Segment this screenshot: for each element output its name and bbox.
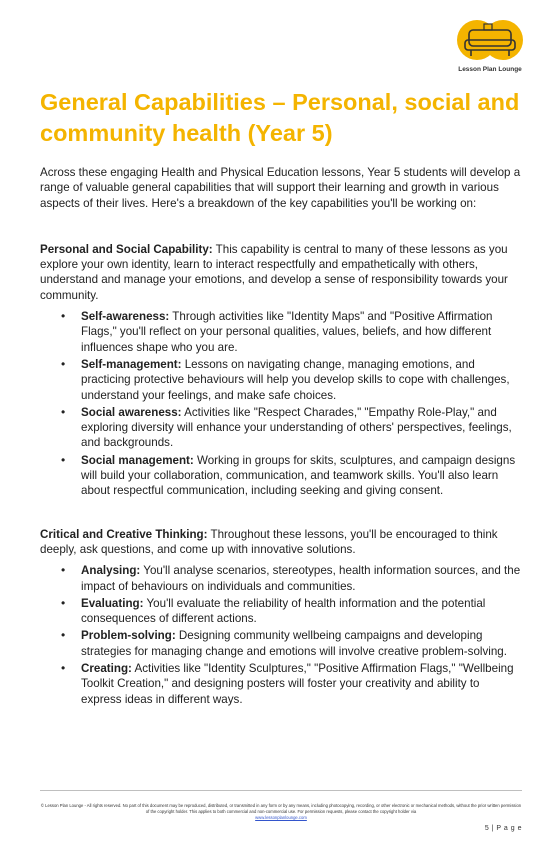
- section-paragraph: [40, 527, 522, 558]
- logo-text: Lesson Plan Lounge: [458, 66, 522, 73]
- section-critical-creative: [40, 527, 522, 707]
- list-item: [81, 357, 522, 403]
- list-item: [81, 405, 522, 451]
- sofa-logo-icon: [455, 16, 525, 66]
- list-item: [81, 628, 522, 659]
- brand-logo: [455, 16, 525, 74]
- copyright-text: © Lesson Plan Lounge - All rights reserved. No part of this document may be reproduced, distributed, or transmitted in any form or by any means, including photocopying, recording, or other electronic or mechanical methods, without the prior written permission of the copyright holder. This applies to both commercial and non-commercial use. For permission requests, please contact the copyright holder via: [40, 803, 522, 814]
- list-item-text: Lessons on navigating change, managing emotions, and practicing protective behaviours will help you develop skills to cope with challenges, understand your feelings, and make safe choices.: [81, 357, 510, 402]
- section-text: Throughout these lessons, you'll be encouraged to think deeply, ask questions, and come up with innovative solutions.: [40, 527, 498, 556]
- list-item-text: You'll evaluate the reliability of health information and the potential consequences of different actions.: [81, 596, 486, 626]
- document-body: [40, 165, 522, 709]
- list-item-term: Problem-solving:: [81, 629, 176, 643]
- section-personal-social: [40, 242, 522, 499]
- list-item: [81, 453, 522, 499]
- list-item: [81, 661, 522, 707]
- list-item-term: Self-management:: [81, 357, 182, 371]
- footer-copyright: [40, 803, 522, 821]
- page-title: General Capabilities – Personal, social and community health (Year 5): [40, 89, 520, 146]
- list-item-term: Self-awareness:: [81, 310, 170, 324]
- list-item-term: Social management:: [81, 453, 194, 467]
- list-item-term: Analysing:: [81, 564, 141, 578]
- list-item-term: Social awareness:: [81, 405, 182, 419]
- bullet-list: [40, 309, 522, 499]
- list-item-text: Activities like "Identity Sculptures," "Positive Affirmation Flags," "Wellbeing Toolkit Creation," and designing posters will foster your creativity and ability to express ideas in different ways.: [81, 662, 514, 706]
- website-link[interactable]: www.lessonplanlounge.com: [255, 815, 307, 820]
- section-heading: Personal and Social Capability:: [40, 242, 213, 256]
- list-item-text: You'll analyse scenarios, stereotypes, health information sources, and the impact of behaviours on individuals and communities.: [81, 564, 521, 593]
- list-item-term: Evaluating:: [81, 596, 144, 610]
- list-item-text: Working in groups for skits, sculptures, and campaign designs will build your collaboration, communication, and teamwork skills. You'll also learn about respectful communication, including seeking and giving consent.: [81, 453, 516, 498]
- page-number: 5 | P a g e: [484, 825, 522, 832]
- intro-paragraph: Across these engaging Health and Physical Education lessons, Year 5 students will develop a range of valuable general capabilities that will support their learning and growth in various aspects of their lives. Here's a breakdown of the key capabilities you'll be working on:: [40, 166, 521, 210]
- list-item: [81, 309, 522, 355]
- section-paragraph: [40, 242, 522, 303]
- footer-divider: [40, 790, 522, 791]
- list-item: [81, 563, 522, 594]
- list-item-text: Designing community wellbeing campaigns and developing strategies for managing change and emotions will involve creative problem-solving.: [81, 629, 507, 658]
- list-item-text: Through activities like "Identity Maps" and "Positive Affirmation Flags," you'll reflect on your personal qualities, values, beliefs, and how different influences shape who you are.: [81, 310, 493, 354]
- list-item-text: Activities like "Respect Charades," "Empathy Role-Play," and exploring diversity will enhance your understanding of others' perspectives, feelings, and backgrounds.: [81, 405, 512, 450]
- list-item-term: Creating:: [81, 662, 132, 676]
- bullet-list: [40, 563, 522, 707]
- section-text: This capability is central to many of these lessons as you explore your own identity, learn to interact respectfully and empathetically with others, understand and manage your emotions, and develop a sense of responsibility towards your community.: [40, 242, 508, 302]
- list-item: [81, 596, 522, 627]
- section-heading: Critical and Creative Thinking:: [40, 527, 208, 541]
